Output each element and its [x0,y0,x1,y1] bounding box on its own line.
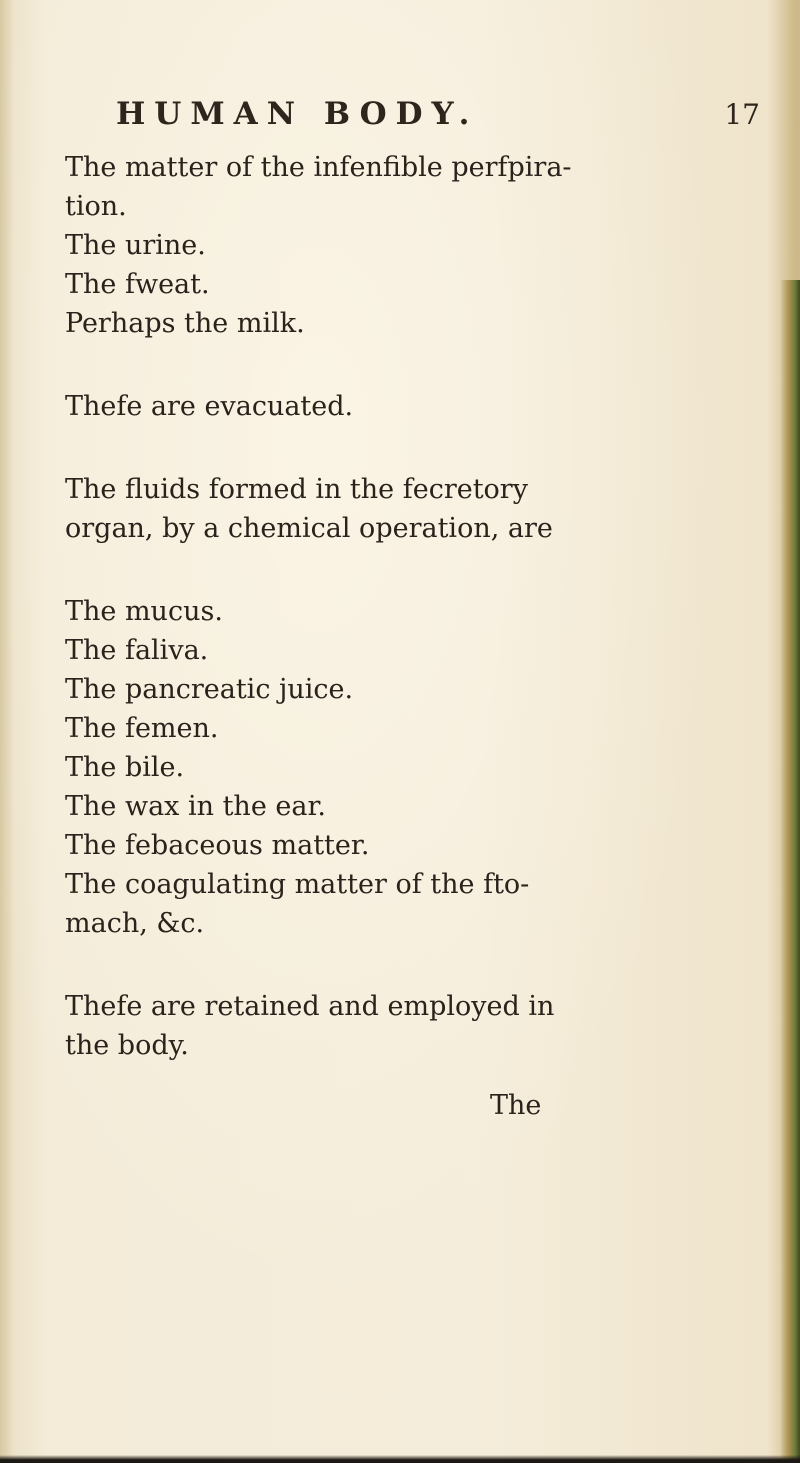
list-item: The femen. [65,713,219,744]
page-number: 17 [724,98,760,131]
list-item: mach, &c. [65,908,205,939]
page-edge-top [788,0,800,300]
text-line: the body. [65,1030,189,1061]
gutter-shadow [0,0,14,1463]
running-head: HUMAN BODY. [116,96,479,132]
list-item: The bile. [65,752,185,783]
list-item: The pancreatic juice. [65,674,354,705]
text-line: tion. [65,191,127,222]
list-item: The coagulating matter of the fto- [65,869,530,900]
list-item: The wax in the ear. [65,791,326,822]
list-item: The mucus. [65,596,223,627]
page-header [116,96,760,136]
page-bottom-edge [0,1455,800,1463]
list-item: Perhaps the milk. [65,308,305,339]
text-line: The matter of the infenfible perfpira- [65,152,572,183]
list-item: The faliva. [65,635,209,666]
page-edge-stain [780,280,800,1463]
text-line: Thefe are evacuated. [65,391,354,422]
catchword: The [490,1090,542,1121]
text-line: organ, by a chemical operation, are [65,513,553,544]
list-item: The urine. [65,230,206,261]
list-item: The fweat. [65,269,210,300]
page-body [65,148,572,1065]
text-line: The fluids formed in the fecretory [65,474,528,505]
list-item: The febaceous matter. [65,830,370,861]
text-line: Thefe are retained and employed in [65,991,555,1022]
